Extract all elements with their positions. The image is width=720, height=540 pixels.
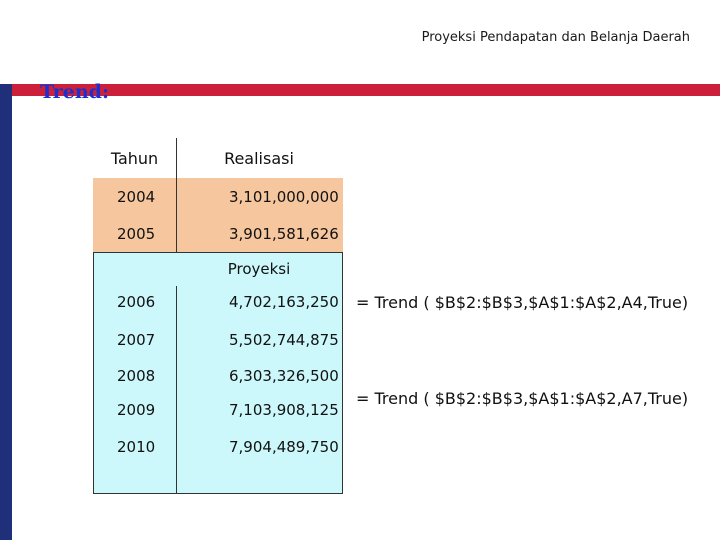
header-divider	[176, 138, 177, 178]
left-accent-bar	[0, 84, 12, 540]
historical-year-2004: 2004	[117, 187, 156, 206]
historical-year-2005: 2005	[117, 224, 156, 243]
projected-year-2008: 2008	[117, 367, 156, 385]
projected-year-2007: 2007	[117, 331, 156, 349]
projected-value-2008: 6,303,326,500	[229, 367, 339, 385]
formula-annotation-2: = Trend ( $B$2:$B$3,$A$1:$A$2,A7,True)	[356, 389, 689, 408]
projected-year-2009: 2009	[117, 401, 156, 419]
historical-value-2004: 3,101,000,000	[229, 187, 339, 206]
projected-value-2010: 7,904,489,750	[229, 438, 339, 456]
projection-label: Proyeksi	[227, 260, 291, 278]
column-header-year: Tahun	[110, 148, 159, 168]
projected-year-2006: 2006	[117, 293, 156, 311]
projected-value-2009: 7,103,908,125	[229, 401, 339, 419]
projected-value-2007: 5,502,744,875	[229, 331, 339, 349]
projection-divider	[176, 286, 177, 494]
slide-title: Trend:	[40, 81, 109, 103]
formula-annotation-1: = Trend ( $B$2:$B$3,$A$1:$A$2,A4,True)	[356, 293, 689, 312]
historical-value-2005: 3,901,581,626	[229, 224, 339, 243]
projected-value-2006: 4,702,163,250	[229, 293, 339, 311]
projected-year-2010: 2010	[117, 438, 156, 456]
historical-divider	[176, 178, 177, 252]
column-header-value: Realisasi	[224, 148, 294, 168]
page-header-subtitle: Proyeksi Pendapatan dan Belanja Daerah	[421, 30, 690, 45]
